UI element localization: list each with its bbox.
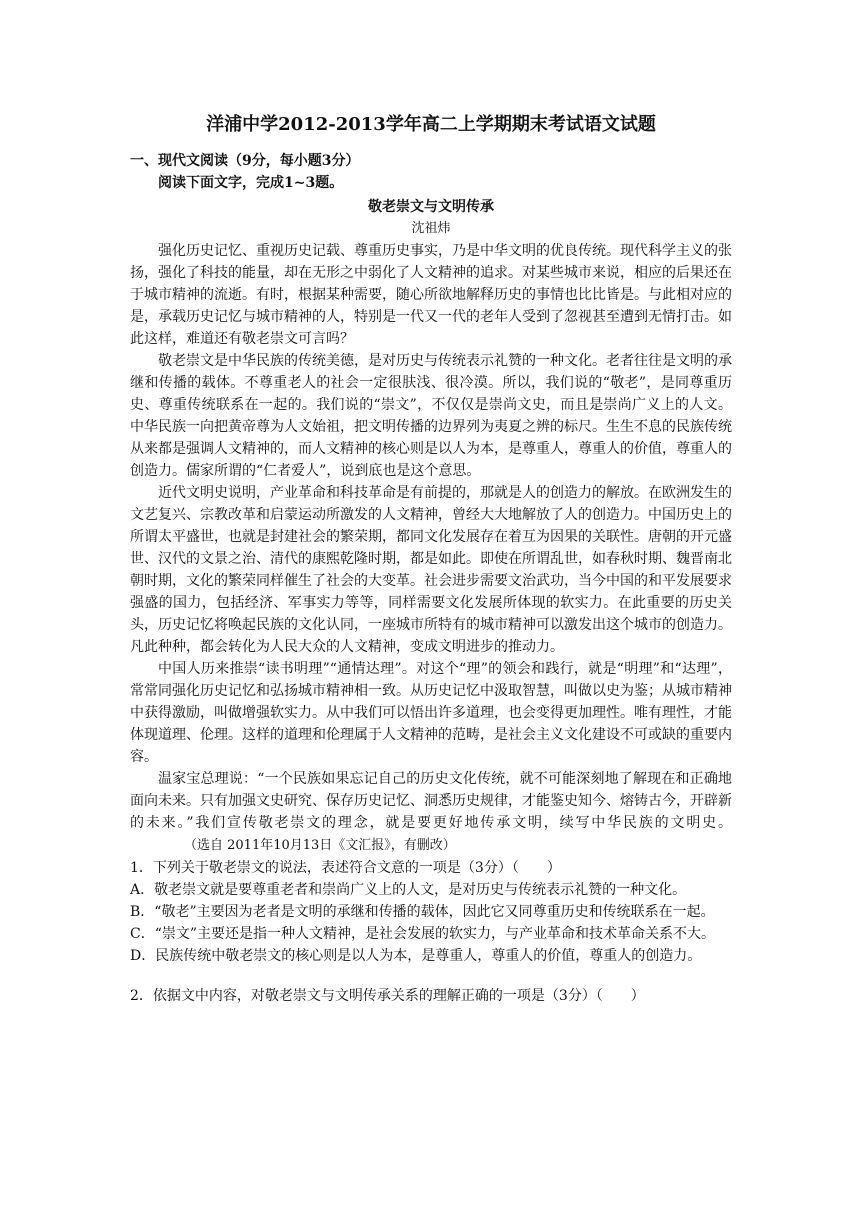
article-paragraph-2: 敬老崇文是中华民族的传统美德，是对历史与传统表示礼赞的一种文化。老者往往是文明的承继和传播的载体。不尊重老人的社会一定很肤浅、很冷漠。所以，我们说的“敬老”，是同尊重历史、尊重传统联系在一起的。我们说的“崇文”，不仅仅是崇尚文史，而且是崇尚广义上的人文。中华民族一向把黄帝尊为人文始祖，把文明传播的边界列为夷夏之辨的标尺。生生不息的民族传统从来都是强调人文精神的，而人文精神的核心则是以人为本，是尊重人，尊重人的价值，尊重人的创造力。儒家所谓的“仁者爱人”，说到底也是这个意思。 bbox=[130, 353, 732, 479]
question-2-stem: 2．依据文中内容，对敬老崇文与文明传承关系的理解正确的一项是（3分）（ ） bbox=[130, 988, 645, 1004]
article-source: （选自 2011年10月13日《文汇报》，有删改） bbox=[184, 838, 456, 853]
article-author: 沈祖炜 bbox=[411, 221, 451, 236]
article-title: 敬老崇文与文明传承 bbox=[368, 199, 494, 215]
article-paragraph-5 bbox=[130, 768, 732, 857]
page-title: 洋浦中学2012-2013学年高二上学期期末考试语文试题 bbox=[206, 114, 656, 135]
question-1-option-a: A．敬老崇文就是要尊重老者和崇尚广义上的人文，是对历史与传统表示礼赞的一种文化。 bbox=[130, 882, 687, 898]
spacer bbox=[130, 967, 732, 985]
article-paragraph-1: 强化历史记忆、重视历史记载、尊重历史事实，乃是中华文明的优良传统。现代科学主义的张扬，强化了科技的能量，却在无形之中弱化了人文精神的追求。对某些城市来说，相应的后果还在于城市精神的流逝。有时，根据某种需要，随心所欲地解释历史的事情也比比皆是。与此相对应的是，承载历史记忆与城市精神的人，特别是一代又一代的老年人受到了忽视甚至遭到无情打击。如此这样，难道还有敬老崇文可言吗？ bbox=[130, 243, 732, 347]
article-paragraph-4: 中国人历来推崇“读书明理”“通情达理”。对这个“理”的领会和践行，就是“明理”和“达理”，常常同强化历史记忆和弘扬城市精神相一致。从历史记忆中汲取智慧，叫做以史为鉴；从城市精神中获得激励，叫做增强软实力。从中我们可以悟出许多道理，也会变得更加理性。唯有理性，才能体现道理、伦理。这样的道理和伦理属于人文精神的范畴，是社会主义文化建设不可或缺的重要内容。 bbox=[130, 661, 732, 765]
article-paragraph-3: 近代文明史说明，产业革命和科技革命是有前提的，那就是人的创造力的解放。在欧洲发生的文艺复兴、宗教改革和启蒙运动所激发的人文精神，曾经大大地解放了人的创造力。中国历史上的所谓太平盛世，也就是封建社会的繁荣期，都同文化发展存在着互为因果的关联性。唐朝的开元盛世、汉代的文景之治、清代的康熙乾隆时期，都是如此。即使在所谓乱世，如春秋时期、魏晋南北朝时期，文化的繁荣同样催生了社会的大变革。社会进步需要文治武功，当今中国的和平发展要求强盛的国力，包括经济、军事实力等等，同样需要文化发展所体现的软实力。在此重要的历史关头，历史记忆将唤起民族的文化认同，一座城市所特有的城市精神可以激发出这个城市的创造力。凡此种种，都会转化为人民大众的人文精神，变成文明进步的推动力。 bbox=[130, 485, 732, 655]
question-1-option-d: D．民族传统中敬老崇文的核心则是以人为本，是尊重人，尊重人的价值，尊重人的创造力。 bbox=[130, 948, 702, 964]
section-heading: 一、现代文阅读（9分，每小题3分） bbox=[130, 153, 360, 169]
question-1-option-c: C．“崇文”主要还是指一种人文精神，是社会发展的软实力，与产业革命和技术革命关系不大。 bbox=[130, 926, 716, 942]
article-paragraph-5-text: 温家宝总理说：“一个民族如果忘记自己的历史文化传统，就不可能深刻地了解现在和正确地面向未来。只有加强文史研究、保存历史记忆、洞悉历史规律，才能鉴史知今、熔铸古今，开辟新的未来。”我们宣传敬老崇文的理念，就是要更好地传承文明，续写中华民族的文明史。 bbox=[130, 771, 732, 831]
question-1-option-b: B．“敬老”主要因为老者是文明的承继和传播的载体，因此它又同尊重历史和传统联系在一起。 bbox=[130, 904, 715, 920]
reading-instruction: 阅读下面文字，完成1~3题。 bbox=[158, 175, 344, 191]
question-1-stem: 1．下列关于敬老崇文的说法，表述符合文意的一项是（3分）（ ） bbox=[130, 860, 561, 876]
